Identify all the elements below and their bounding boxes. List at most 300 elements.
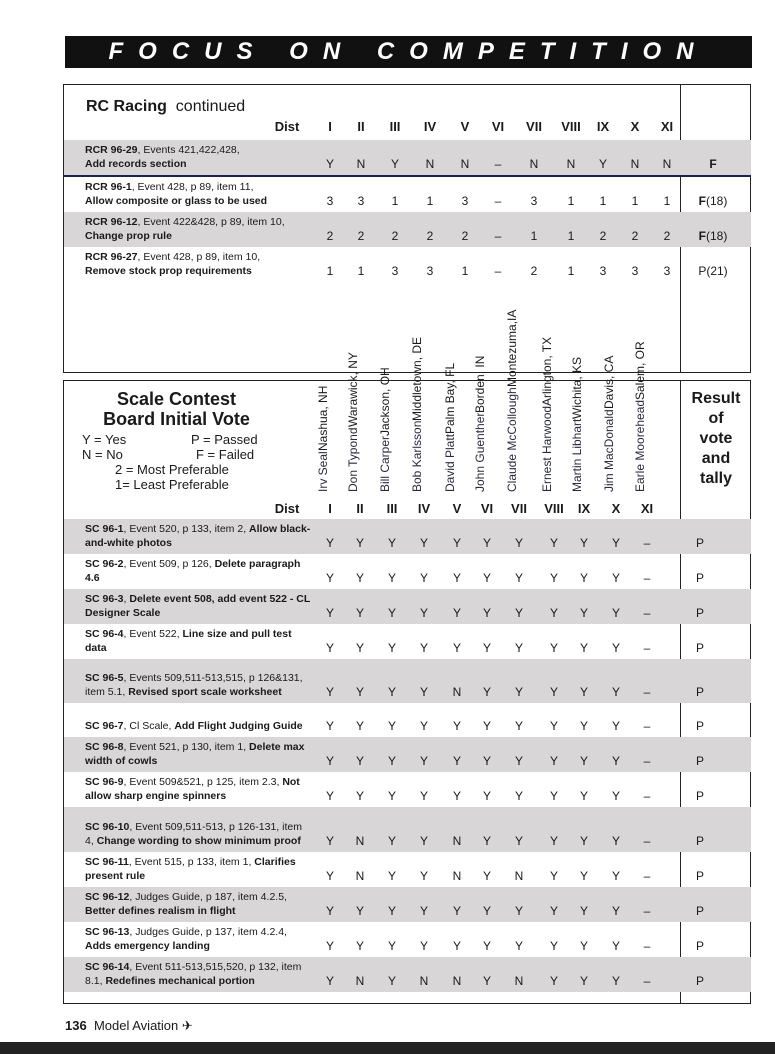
proposal-id: SC 96-1 [85,523,124,535]
proposal-id: RCR 96-12 [85,216,138,228]
vote-cell: 3 [663,264,671,278]
member-name: Irv Seal [316,451,330,492]
vote-cell: 3 [391,264,399,278]
banner-title: FOCUS ON COMPETITION [108,38,709,65]
proposal-label [85,251,313,278]
proposal-label [85,720,313,734]
member-name: Don Typond [346,427,360,492]
member-location: Warawick, NY [346,352,360,428]
vote-cell: Y [549,606,559,620]
vote-cell: Y [549,869,559,883]
vote-cell: Y [549,974,559,988]
vote-cell: Y [390,157,400,171]
district-header: VI [491,119,505,134]
result-tally: (18) [706,194,728,208]
vote-cell: Y [387,571,397,585]
dist-header: Dist [274,501,300,516]
legend-yes: Y = Yes [82,432,127,447]
section-banner [65,36,752,68]
vote-cell: Y [549,719,559,733]
proposal-title: Change prop rule [85,229,172,242]
vote-cell: 1 [663,194,671,208]
proposal-title: Delete max width of cowls [85,741,305,767]
vote-cell: – [643,834,651,848]
vote-cell: – [643,719,651,733]
proposal-title: Change wording to show minimum proof [96,834,301,847]
district-header: V [460,119,470,134]
vote-cell: Y [611,789,621,803]
proposal-label [85,216,313,243]
vote-cell: 2 [391,229,399,243]
vote-cell: 3 [357,194,365,208]
vote-cell: Y [611,571,621,585]
vote-cell: 1 [567,264,575,278]
table-row [64,589,751,624]
proposal-ref: , Event 520, p 133, item 2, [123,523,247,535]
vote-cell: – [643,536,651,550]
result-value: P [698,264,707,278]
proposal-ref: , Event 521, p 130, item 1, [123,741,247,753]
result-value: F [698,229,706,243]
vote-cell: Y [549,834,559,848]
board-member [410,336,424,492]
vote-cell: 1 [631,194,639,208]
vote-cell: Y [325,641,335,655]
vote-cell: Y [482,789,492,803]
result-value: F [698,194,706,208]
vote-cell: N [452,974,462,988]
district-header: XI [660,119,674,134]
proposal-id: SC 96-8 [85,741,124,753]
member-location: Wichita, KS [570,356,584,419]
vote-cell: Y [549,685,559,699]
vote-cell: Y [387,974,397,988]
page-number: 136 [65,1018,87,1033]
vote-cell: – [494,229,502,243]
vote-cell: Y [611,536,621,550]
vote-cell: Y [482,974,492,988]
result-cell: P [695,571,705,585]
table-row [64,737,751,772]
vote-cell: N [630,157,640,171]
result-cell: P [695,754,705,768]
vote-cell: 1 [391,194,399,208]
vote-cell: Y [355,606,365,620]
vote-cell: Y [611,939,621,953]
district-header: IX [596,119,610,134]
vote-cell: 1 [567,194,575,208]
proposal-label [85,628,313,655]
proposal-title: Better defines realism in flight [85,904,236,917]
vote-cell: N [452,869,462,883]
proposal-label [85,926,313,953]
vote-cell: Y [355,754,365,768]
vote-cell: Y [387,754,397,768]
vote-cell: Y [325,939,335,953]
district-header: I [328,119,332,134]
result-header-line: vote [699,430,733,447]
result-header-line: and [701,450,731,467]
member-name: Claude McCollough [505,387,519,492]
member-location: Salem, OR [633,341,647,400]
board-member [317,387,330,492]
vote-cell: N [514,869,524,883]
district-header: VII [526,119,542,134]
vote-cell: Y [482,754,492,768]
vote-cell: 3 [426,264,434,278]
proposal-label [85,961,313,988]
vote-cell: N [460,157,470,171]
vote-cell: Y [579,939,589,953]
vote-cell: – [643,974,651,988]
vote-cell: 2 [426,229,434,243]
proposal-title: Line size and pull test data [85,628,292,654]
vote-cell: N [566,157,576,171]
vote-cell: – [643,754,651,768]
vote-cell: Y [419,939,429,953]
table-row [64,807,751,852]
vote-cell: Y [325,869,335,883]
legend-most-preferable: 2 = Most Preferable [115,462,229,477]
vote-cell: Y [514,834,524,848]
table-row [64,887,751,922]
district-header: X [630,119,640,134]
vote-cell: Y [452,939,462,953]
vote-cell: Y [355,536,365,550]
vote-cell: Y [579,869,589,883]
rc-title-bold: RC Racing [86,98,167,115]
result-cell: P [695,869,705,883]
page-footer [65,1018,193,1034]
proposal-ref: , Event 509&521, p 125, item 2.3, [123,776,280,788]
vote-cell: Y [579,754,589,768]
table-row [64,177,751,212]
proposal-ref: , Event 511-513,515,520, p 132, item 8.1, [85,961,302,987]
vote-cell: – [494,194,502,208]
district-header: IV [417,501,431,516]
vote-cell: Y [452,641,462,655]
result-tally: (18) [706,229,728,243]
vote-cell: Y [387,789,397,803]
member-name: Ernest Harwood [540,405,554,492]
vote-cell: Y [355,719,365,733]
vote-cell: Y [514,939,524,953]
vote-cell: Y [611,719,621,733]
proposal-label [85,856,313,883]
result-cell: P [695,536,705,550]
proposal-id: SC 96-13 [85,926,130,938]
result-header-line: of [708,410,724,427]
proposal-title: Clarifies present rule [85,856,296,882]
vote-cell: N [355,974,365,988]
proposal-id: SC 96-7 [85,719,124,732]
vote-cell: Y [514,789,524,803]
vote-cell: – [643,939,651,953]
vote-cell: Y [387,939,397,953]
member-location: Middletown, DE [410,336,424,421]
result-value: F [709,157,717,171]
vote-cell: Y [452,789,462,803]
vote-cell: Y [611,974,621,988]
vote-cell: Y [387,719,397,733]
proposal-ref: , Events 421,422,428, [137,144,240,156]
proposal-id: RCR 96-1 [85,181,132,193]
vote-cell: Y [579,789,589,803]
proposal-ref: , Cl Scale, [123,719,172,732]
vote-cell: 1 [326,264,334,278]
vote-cell: Y [355,939,365,953]
vote-cell: Y [549,789,559,803]
vote-cell: Y [514,685,524,699]
scan-edge [0,1042,775,1054]
vote-cell: Y [355,685,365,699]
vote-cell: Y [482,641,492,655]
vote-cell: 2 [357,229,365,243]
legend-least-preferable: 1= Least Preferable [115,477,229,492]
vote-cell: Y [325,974,335,988]
result-cell: P [695,641,705,655]
vote-cell: Y [419,869,429,883]
vote-cell: – [643,685,651,699]
vote-cell: Y [387,834,397,848]
district-header: VII [511,501,527,516]
vote-cell: Y [387,606,397,620]
vote-cell: Y [355,641,365,655]
result-cell [699,194,728,208]
result-cell [698,264,727,278]
member-location: Nashua, NH [316,385,330,452]
vote-cell: – [643,641,651,655]
board-member [602,355,616,492]
vote-cell: 1 [599,194,607,208]
title-line-2: Board Initial Vote [103,409,250,429]
vote-cell: Y [419,536,429,550]
vote-cell: Y [611,606,621,620]
district-header: I [328,501,332,516]
vote-cell: – [494,157,502,171]
vote-cell: Y [549,571,559,585]
vote-cell: Y [325,536,335,550]
result-cell [699,229,728,243]
table-row [64,852,751,887]
vote-cell: Y [611,904,621,918]
proposal-label [85,741,313,768]
vote-cell: – [643,904,651,918]
vote-cell: Y [419,641,429,655]
vote-cell: Y [419,754,429,768]
vote-cell: Y [514,641,524,655]
vote-cell: Y [419,685,429,699]
vote-cell: Y [549,904,559,918]
vote-cell: Y [611,869,621,883]
member-name: Earle Moorehead [633,399,647,492]
result-cell: P [695,606,705,620]
vote-cell: 2 [461,229,469,243]
vote-cell: Y [579,974,589,988]
proposal-label [85,144,313,171]
vote-cell: 2 [663,229,671,243]
vote-cell: N [662,157,672,171]
result-cell: P [695,939,705,953]
district-header: II [357,119,365,134]
airplane-icon: ✈ [181,1018,193,1033]
vote-cell: Y [419,571,429,585]
vote-cell: Y [355,571,365,585]
member-location: Palm Bay, FL [443,362,457,434]
result-cell: P [695,974,705,988]
vote-cell: Y [452,536,462,550]
proposal-title: Add Flight Judging Guide [174,719,303,732]
member-name: Martin Libhart [570,418,584,492]
proposal-id: SC 96-12 [85,891,130,903]
proposal-ref: , Event 509,511-513, p 126-131, item 4, [85,821,302,847]
board-member [443,362,457,492]
board-member [633,341,647,492]
result-tally: (21) [706,264,728,278]
proposal-title: Not allow sharp engine spinners [85,776,300,802]
vote-cell: Y [611,754,621,768]
proposal-title: Allow black-and-white photos [85,523,311,549]
proposal-ref: , Event 422&428, p 89, item 10, [137,216,285,228]
dist-header: Dist [274,119,300,134]
vote-cell: Y [482,869,492,883]
vote-cell: Y [482,719,492,733]
vote-cell: Y [325,789,335,803]
vote-cell: Y [611,834,621,848]
vote-cell: Y [579,719,589,733]
vote-cell: Y [452,719,462,733]
rc-racing-table [63,84,751,373]
legend-no: N = No [82,447,123,462]
table-row [64,659,751,703]
vote-cell: Y [387,869,397,883]
vote-cell: 3 [461,194,469,208]
proposal-id: SC 96-5 [85,672,124,684]
title-line-1: Scale Contest [116,389,237,409]
rc-table-title [86,98,245,116]
vote-cell: – [643,571,651,585]
vote-cell: Y [514,754,524,768]
vote-cell: Y [579,536,589,550]
member-name: John Guenther [473,412,487,492]
vote-cell: Y [482,834,492,848]
district-header: VI [480,501,494,516]
proposal-ref: , [123,593,127,605]
vote-cell: Y [419,834,429,848]
proposal-title: Delete event 508, add event 522 - CL Designer Scale [85,593,311,619]
scale-table-title [64,389,289,429]
proposal-id: SC 96-11 [85,856,129,868]
result-cell: P [695,834,705,848]
proposal-ref: , Event 515, p 133, item 1, [128,856,252,868]
vote-cell: Y [419,719,429,733]
member-name: David Platt [443,433,457,492]
table-row [64,957,751,992]
scale-contest-table [63,309,751,1004]
vote-cell: Y [579,606,589,620]
legend-failed: F = Failed [196,447,255,462]
vote-cell: Y [387,904,397,918]
proposal-title: Add records section [85,157,187,170]
district-header: II [356,501,364,516]
vote-cell: Y [514,606,524,620]
proposal-label [85,558,313,585]
vote-cell: Y [579,904,589,918]
proposal-id: SC 96-2 [85,558,124,570]
rc-title-rest: continued [175,98,246,115]
proposal-title: Allow composite or glass to be used [85,194,268,207]
board-member [346,352,360,492]
proposal-label [85,672,313,699]
proposal-ref: , Events 509,511-513,515, p 126&131, item 5.1, [85,672,303,698]
vote-cell: N [419,974,429,988]
member-location: Montezuma,IA [505,309,519,388]
vote-cell: 3 [599,264,607,278]
vote-cell: 1 [530,229,538,243]
result-header-line: Result [691,390,741,407]
proposal-ref: , Event 428, p 89, item 11, [131,181,254,193]
vote-cell: 1 [426,194,434,208]
result-cell: P [695,719,705,733]
vote-cell: N [356,157,366,171]
vote-cell: Y [579,834,589,848]
member-name: Bob Karlsson [410,420,424,492]
vote-cell: Y [325,606,335,620]
vote-cell: Y [325,157,335,171]
proposal-label [85,593,313,620]
vote-cell: Y [325,904,335,918]
vote-cell: Y [482,571,492,585]
board-member [505,309,519,492]
board-member [540,336,554,492]
vote-cell: – [643,869,651,883]
result-cell [709,157,716,171]
table-row [64,212,751,247]
vote-cell: N [514,974,524,988]
table-row [64,247,751,282]
vote-cell: 2 [530,264,538,278]
result-cell: P [695,685,705,699]
proposal-id: RCR 96-27 [85,251,138,263]
magazine-name: Model Aviation [93,1018,179,1033]
vote-cell: Y [419,789,429,803]
vote-cell: Y [579,641,589,655]
result-header-line: tally [699,470,732,487]
vote-cell: – [643,606,651,620]
proposal-title: Revised sport scale worksheet [128,685,282,698]
vote-cell: Y [355,789,365,803]
board-member [378,367,392,492]
legend-passed: P = Passed [191,432,258,447]
vote-cell: Y [355,904,365,918]
vote-cell: N [452,685,462,699]
proposal-label [85,821,313,848]
vote-cell: Y [482,606,492,620]
vote-cell: Y [579,571,589,585]
result-cell: P [695,904,705,918]
vote-cell: Y [419,904,429,918]
vote-cell: Y [387,685,397,699]
proposal-id: SC 96-10 [85,821,130,833]
vote-cell: Y [611,641,621,655]
vote-cell: Y [482,685,492,699]
vote-cell: Y [514,904,524,918]
vote-cell: Y [452,754,462,768]
proposal-ref: , Judges Guide, p 187, item 4.2.5, [129,891,287,903]
district-header: VIII [561,119,581,134]
proposal-title: Redefines mechanical portion [105,974,255,987]
vote-cell: Y [452,904,462,918]
